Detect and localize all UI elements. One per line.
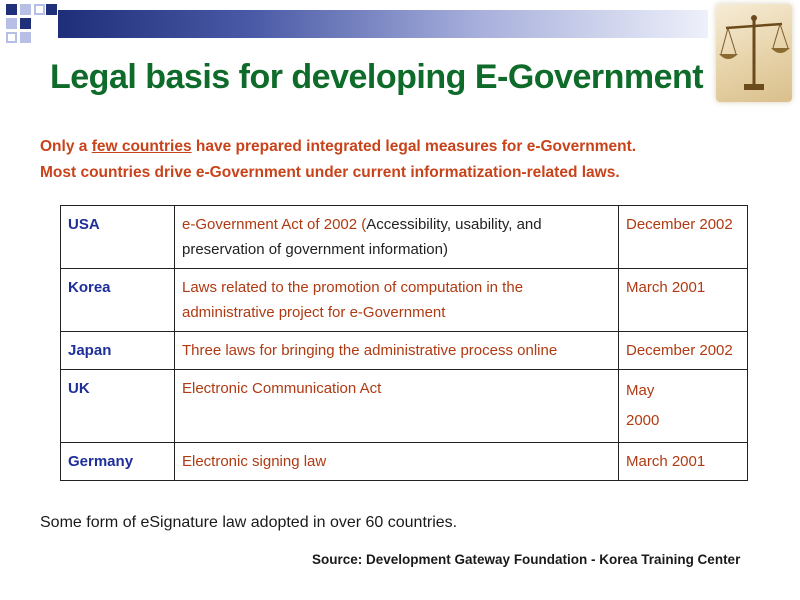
law-text: e-Government Act of 2002 ( — [182, 216, 367, 233]
law-cell: Laws related to the promotion of computation in the administrative project for e-Government — [175, 269, 619, 332]
intro-line-2: Most countries drive e-Government under current informatization-related laws. — [40, 164, 620, 181]
intro-text — [40, 134, 760, 186]
date-cell: March 2001 — [619, 443, 748, 481]
table-row — [61, 370, 748, 443]
country-cell: UK — [61, 370, 175, 443]
table-row — [61, 206, 748, 269]
law-cell — [175, 206, 619, 269]
country-cell: USA — [61, 206, 175, 269]
deco-square — [20, 18, 31, 29]
country-cell: Korea — [61, 269, 175, 332]
deco-square — [34, 4, 45, 15]
header-gradient-bar — [58, 10, 708, 38]
deco-square — [6, 18, 17, 29]
intro-line-1 — [40, 134, 760, 160]
deco-square — [20, 32, 31, 43]
date-cell: December 2002 — [619, 206, 748, 269]
law-cell: Three laws for bringing the administrative process online — [175, 332, 619, 370]
country-cell: Japan — [61, 332, 175, 370]
source-citation: Source: Development Gateway Foundation - Korea Training Center — [312, 552, 741, 567]
intro-line-1-suffix: have prepared integrated legal measures for e-Government. — [191, 138, 637, 155]
intro-line-1-prefix: Only a — [40, 138, 92, 155]
law-cell: Electronic Communication Act — [175, 370, 619, 443]
deco-square — [20, 4, 31, 15]
deco-square — [6, 4, 17, 15]
scales-of-justice-icon — [716, 4, 792, 102]
date-cell: March 2001 — [619, 269, 748, 332]
date-cell: December 2002 — [619, 332, 748, 370]
deco-square — [6, 32, 17, 43]
law-text-detail: Accessibility, usability, and preservation of government information) — [182, 216, 542, 258]
laws-table — [60, 205, 748, 481]
page-title: Legal basis for developing E-Government — [50, 58, 704, 96]
deco-square — [46, 4, 57, 15]
law-cell: Electronic signing law — [175, 443, 619, 481]
country-cell: Germany — [61, 443, 175, 481]
date-cell — [619, 370, 748, 443]
summary-text: Some form of eSignature law adopted in over 60 countries. — [40, 514, 458, 531]
table-row — [61, 443, 748, 481]
date-line-1: May — [626, 382, 655, 399]
table-row — [61, 332, 748, 370]
date-line-2: 2000 — [626, 412, 660, 429]
table-row — [61, 269, 748, 332]
intro-underlined-phrase: few countries — [91, 138, 192, 155]
